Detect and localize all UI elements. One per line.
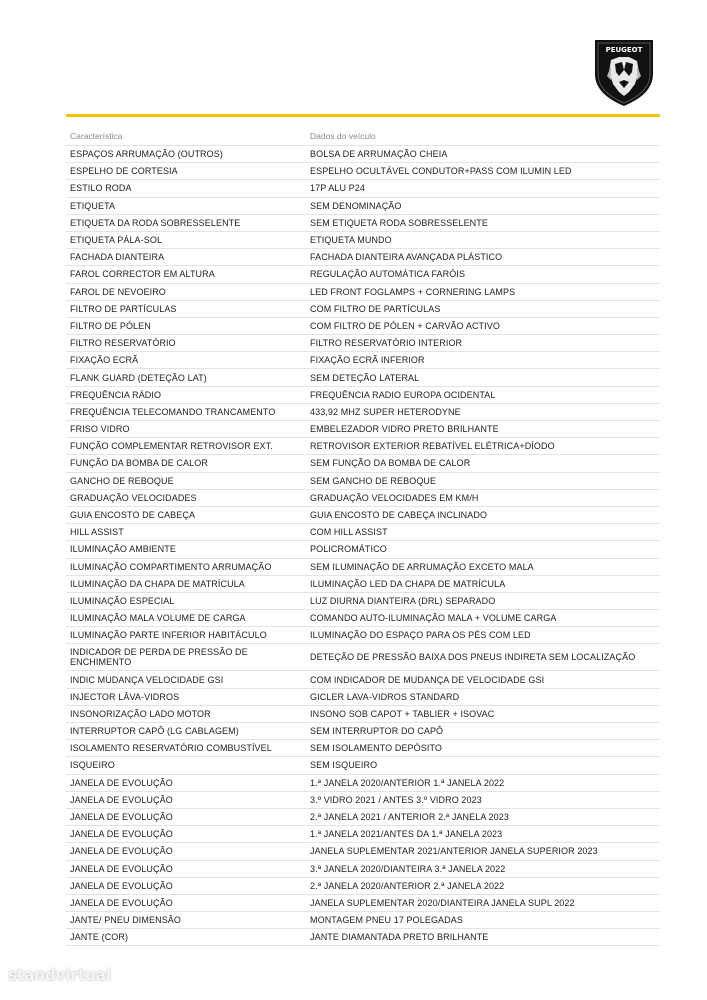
- value-cell: GRADUAÇÃO VELOCIDADES EM KM/H: [310, 492, 479, 503]
- table-row: [66, 843, 660, 860]
- characteristic-cell: ETIQUETA: [70, 200, 116, 211]
- svg-text:PEUGEOT: PEUGEOT: [605, 46, 643, 54]
- characteristic-cell: ILUMINAÇÃO AMBIENTE: [70, 544, 176, 555]
- value-cell: ILUMINAÇÃO LED DA CHAPA DE MATRÍCULA: [310, 578, 506, 589]
- value-cell: SEM GANCHO DE REBOQUE: [310, 475, 437, 486]
- characteristic-cell: ISQUEIRO: [70, 760, 115, 771]
- characteristic-cell: FACHADA DIANTEIRA: [70, 252, 165, 263]
- characteristic-cell: ILUMINAÇÃO ESPECIAL: [70, 595, 175, 606]
- characteristic-cell: ETIQUETA PÁLA-SOL: [70, 235, 163, 246]
- table-row: [66, 593, 660, 610]
- table-row: [66, 610, 660, 627]
- table-row: [66, 929, 660, 946]
- characteristic-cell: ESPAÇOS ARRUMAÇÃO (OUTROS): [70, 149, 223, 160]
- table-row: [66, 671, 660, 688]
- table-row: [66, 266, 660, 283]
- table-row: [66, 249, 660, 266]
- value-cell: SEM DENOMINAÇÃO: [310, 200, 402, 211]
- value-cell: 17P ALU P24: [310, 183, 365, 194]
- value-cell: ETIQUETA MUNDO: [310, 235, 392, 246]
- characteristic-cell: INDICADOR DE PERDA DE PRESSÃO DE ENCHIMENTO: [70, 647, 248, 668]
- table-row: [66, 335, 660, 352]
- data-column-header: Dados do veículo: [310, 131, 376, 141]
- characteristic-cell: JANELA DE EVOLUÇÃO: [70, 897, 173, 908]
- table-row: [66, 232, 660, 249]
- characteristic-cell: JANELA DE EVOLUÇÃO: [70, 829, 173, 840]
- vehicle-spec-table: [66, 127, 660, 946]
- table-row: [66, 627, 660, 644]
- table-row: [66, 541, 660, 558]
- table-header: [66, 127, 660, 146]
- value-cell: SEM DETEÇÃO LATERAL: [310, 372, 420, 383]
- value-cell: ILUMINAÇÃO DO ESPAÇO PARA OS PÉS COM LED: [310, 630, 531, 641]
- value-cell: 3.º VIDRO 2021 / ANTES 3.º VIDRO 2023: [310, 794, 482, 805]
- value-cell: FREQUÊNCIA RADIO EUROPA OCIDENTAL: [310, 389, 496, 400]
- characteristic-cell: GANCHO DE REBOQUE: [70, 475, 174, 486]
- characteristic-cell: GUIA ENCOSTO DE CABEÇA: [70, 510, 196, 521]
- table-row: [66, 387, 660, 404]
- value-cell: GUIA ENCOSTO DE CABEÇA INCLINADO: [310, 510, 488, 521]
- characteristic-cell: FILTRO DE PÓLEN: [70, 320, 151, 331]
- table-row: [66, 757, 660, 774]
- characteristic-cell: JANELA DE EVOLUÇÃO: [70, 880, 173, 891]
- value-cell: SEM ISQUEIRO: [310, 760, 378, 771]
- table-row: [66, 146, 660, 163]
- characteristic-cell: INDIC MUDANÇA VELOCIDADE GSI: [70, 674, 224, 685]
- table-body: [66, 146, 660, 946]
- table-row: [66, 301, 660, 318]
- table-row: [66, 318, 660, 335]
- characteristic-cell: JANELA DE EVOLUÇÃO: [70, 846, 173, 857]
- value-cell: REGULAÇÃO AUTOMÁTICA FARÓIS: [310, 269, 466, 280]
- characteristic-cell: FILTRO RESERVATÓRIO: [70, 338, 176, 349]
- table-row: [66, 524, 660, 541]
- watermark: standvirtual: [8, 966, 112, 984]
- value-cell: GICLER LAVA-VIDROS STANDARD: [310, 691, 460, 702]
- table-row: [66, 878, 660, 895]
- table-row: [66, 352, 660, 369]
- value-cell: JANELA SUPLEMENTAR 2020/DIANTEIRA JANELA SUPL 2022: [310, 897, 575, 908]
- table-row: [66, 507, 660, 524]
- table-row: [66, 490, 660, 507]
- peugeot-logo: [589, 36, 659, 108]
- characteristic-cell: INSONORIZAÇÃO LADO MOTOR: [70, 708, 211, 719]
- table-row: [66, 775, 660, 792]
- characteristic-cell: FILTRO DE PARTÍCULAS: [70, 303, 177, 314]
- value-cell: 1.ª JANELA 2021/ANTES DA 1.ª JANELA 2023: [310, 829, 503, 840]
- characteristic-cell: ISOLAMENTO RESERVATÓRIO COMBUSTÍVEL: [70, 743, 272, 754]
- characteristic-cell: ESTILO RODA: [70, 183, 132, 194]
- value-cell: SEM ETIQUETA RODA SOBRESSELENTE: [310, 217, 488, 228]
- value-cell: FACHADA DIANTEIRA AVANÇADA PLÁSTICO: [310, 252, 503, 263]
- value-cell: EMBELEZADOR VIDRO PRETO BRILHANTE: [310, 424, 499, 435]
- value-cell: COM FILTRO DE PARTÍCULAS: [310, 303, 441, 314]
- characteristic-cell: FAROL CORRECTOR EM ALTURA: [70, 269, 215, 280]
- characteristic-cell: ESPELHO DE CORTESIA: [70, 166, 178, 177]
- value-cell: DETEÇÃO DE PRESSÃO BAIXA DOS PNEUS INDIRETA SEM LOCALIZAÇÃO: [310, 652, 636, 663]
- value-cell: FILTRO RESERVATÓRIO INTERIOR: [310, 338, 463, 349]
- value-cell: FIXAÇÃO ECRÃ INFERIOR: [310, 355, 425, 366]
- table-row: [66, 180, 660, 197]
- characteristic-cell: ILUMINAÇÃO PARTE INFERIOR HABITÁCULO: [70, 630, 267, 641]
- characteristic-cell: FAROL DE NEVOEIRO: [70, 286, 166, 297]
- characteristic-cell: JANELA DE EVOLUÇÃO: [70, 794, 173, 805]
- characteristic-column-header: Característica: [70, 131, 123, 141]
- value-cell: POLICROMÁTICO: [310, 544, 387, 555]
- value-cell: INSONO SOB CAPOT + TABLIER + ISOVAC: [310, 708, 495, 719]
- value-cell: 433,92 MHZ SUPER HETERODYNE: [310, 406, 461, 417]
- value-cell: COM INDICADOR DE MUDANÇA DE VELOCIDADE GSI: [310, 674, 545, 685]
- characteristic-cell: ILUMINAÇÃO DA CHAPA DE MATRÍCULA: [70, 578, 245, 589]
- value-cell: RETROVISOR EXTERIOR REBATÍVEL ELÉTRICA+DÍODO: [310, 441, 555, 452]
- table-row: [66, 689, 660, 706]
- value-cell: SEM INTERRUPTOR DO CAPÔ: [310, 726, 444, 737]
- value-cell: COM FILTRO DE PÓLEN + CARVÃO ACTIVO: [310, 320, 500, 331]
- value-cell: LUZ DIURNA DIANTEIRA (DRL) SEPARADO: [310, 595, 496, 606]
- value-cell: JANTE DIAMANTADA PRETO BRILHANTE: [310, 932, 489, 943]
- characteristic-cell: ILUMINAÇÃO MALA VOLUME DE CARGA: [70, 613, 246, 624]
- value-cell: JANELA SUPLEMENTAR 2021/ANTERIOR JANELA SUPERIOR 2023: [310, 846, 598, 857]
- characteristic-cell: FUNÇÃO DA BOMBA DE CALOR: [70, 458, 208, 469]
- table-row: [66, 559, 660, 576]
- table-row: [66, 421, 660, 438]
- table-row: [66, 404, 660, 421]
- table-row: [66, 826, 660, 843]
- table-row: [66, 473, 660, 490]
- characteristic-cell: FREQUÊNCIA RÁDIO: [70, 389, 162, 400]
- table-row: [66, 215, 660, 232]
- table-row: [66, 284, 660, 301]
- value-cell: SEM ISOLAMENTO DEPÓSITO: [310, 743, 442, 754]
- characteristic-cell: FLANK GUARD (DETEÇÃO LAT): [70, 372, 207, 383]
- value-cell: 3.ª JANELA 2020/DIANTEIRA 3.ª JANELA 2022: [310, 863, 506, 874]
- characteristic-cell: ETIQUETA DA RODA SOBRESSELENTE: [70, 217, 241, 228]
- table-row: [66, 809, 660, 826]
- characteristic-cell: ILUMINAÇÃO COMPARTIMENTO ARRUMAÇÃO: [70, 561, 272, 572]
- table-row: [66, 895, 660, 912]
- characteristic-cell: INJECTOR LÂVA-VIDROS: [70, 691, 180, 702]
- value-cell: 2.ª JANELA 2020/ANTERIOR 2.ª JANELA 2022: [310, 880, 505, 891]
- value-cell: MONTAGEM PNEU 17 POLEGADAS: [310, 915, 463, 926]
- value-cell: SEM FUNÇÃO DA BOMBA DE CALOR: [310, 458, 471, 469]
- characteristic-cell: INTERRUPTOR CAPÔ (LG CABLAGEM): [70, 726, 239, 737]
- characteristic-cell: FIXAÇÃO ECRÃ: [70, 355, 139, 366]
- value-cell: BOLSA DE ARRUMAÇÃO CHEIA: [310, 149, 448, 160]
- value-cell: 2.ª JANELA 2021 / ANTERIOR 2.ª JANELA 2023: [310, 812, 509, 823]
- table-row: [66, 438, 660, 455]
- characteristic-cell: HILL ASSIST: [70, 527, 124, 538]
- characteristic-cell: FUNÇÃO COMPLEMENTAR RETROVISOR EXT.: [70, 441, 273, 452]
- characteristic-cell: JANELA DE EVOLUÇÃO: [70, 812, 173, 823]
- characteristic-cell: FRISO VIDRO: [70, 424, 130, 435]
- table-row: [66, 163, 660, 180]
- characteristic-cell: JANELA DE EVOLUÇÃO: [70, 777, 173, 788]
- table-row: [66, 369, 660, 386]
- table-row: [66, 723, 660, 740]
- table-row: [66, 706, 660, 723]
- value-cell: SEM ILUMINAÇÃO DE ARRUMAÇÃO EXCETO MALA: [310, 561, 534, 572]
- table-row: [66, 861, 660, 878]
- characteristic-cell: JANTE/ PNEU DIMENSÃO: [70, 915, 182, 926]
- table-row: [66, 455, 660, 472]
- table-row: [66, 912, 660, 929]
- value-cell: ESPELHO OCULTÁVEL CONDUTOR+PASS COM ILUMIN LED: [310, 166, 572, 177]
- table-row: [66, 576, 660, 593]
- characteristic-cell: GRADUAÇÃO VELOCIDADES: [70, 492, 197, 503]
- value-cell: COM HILL ASSIST: [310, 527, 388, 538]
- value-cell: COMANDO AUTO-ILUMINAÇÃO MALA + VOLUME CARGA: [310, 613, 557, 624]
- table-row: [66, 644, 660, 671]
- table-row: [66, 740, 660, 757]
- table-row: [66, 792, 660, 809]
- characteristic-cell: JANELA DE EVOLUÇÃO: [70, 863, 173, 874]
- value-cell: 1.ª JANELA 2020/ANTERIOR 1.ª JANELA 2022: [310, 777, 505, 788]
- value-cell: LED FRONT FOGLAMPS + CORNERING LAMPS: [310, 286, 516, 297]
- characteristic-cell: FREQUÊNCIA TELECOMANDO TRANCAMENTO: [70, 406, 276, 417]
- table-row: [66, 198, 660, 215]
- header-rule: [66, 114, 660, 117]
- characteristic-cell: JANTE (COR): [70, 932, 129, 943]
